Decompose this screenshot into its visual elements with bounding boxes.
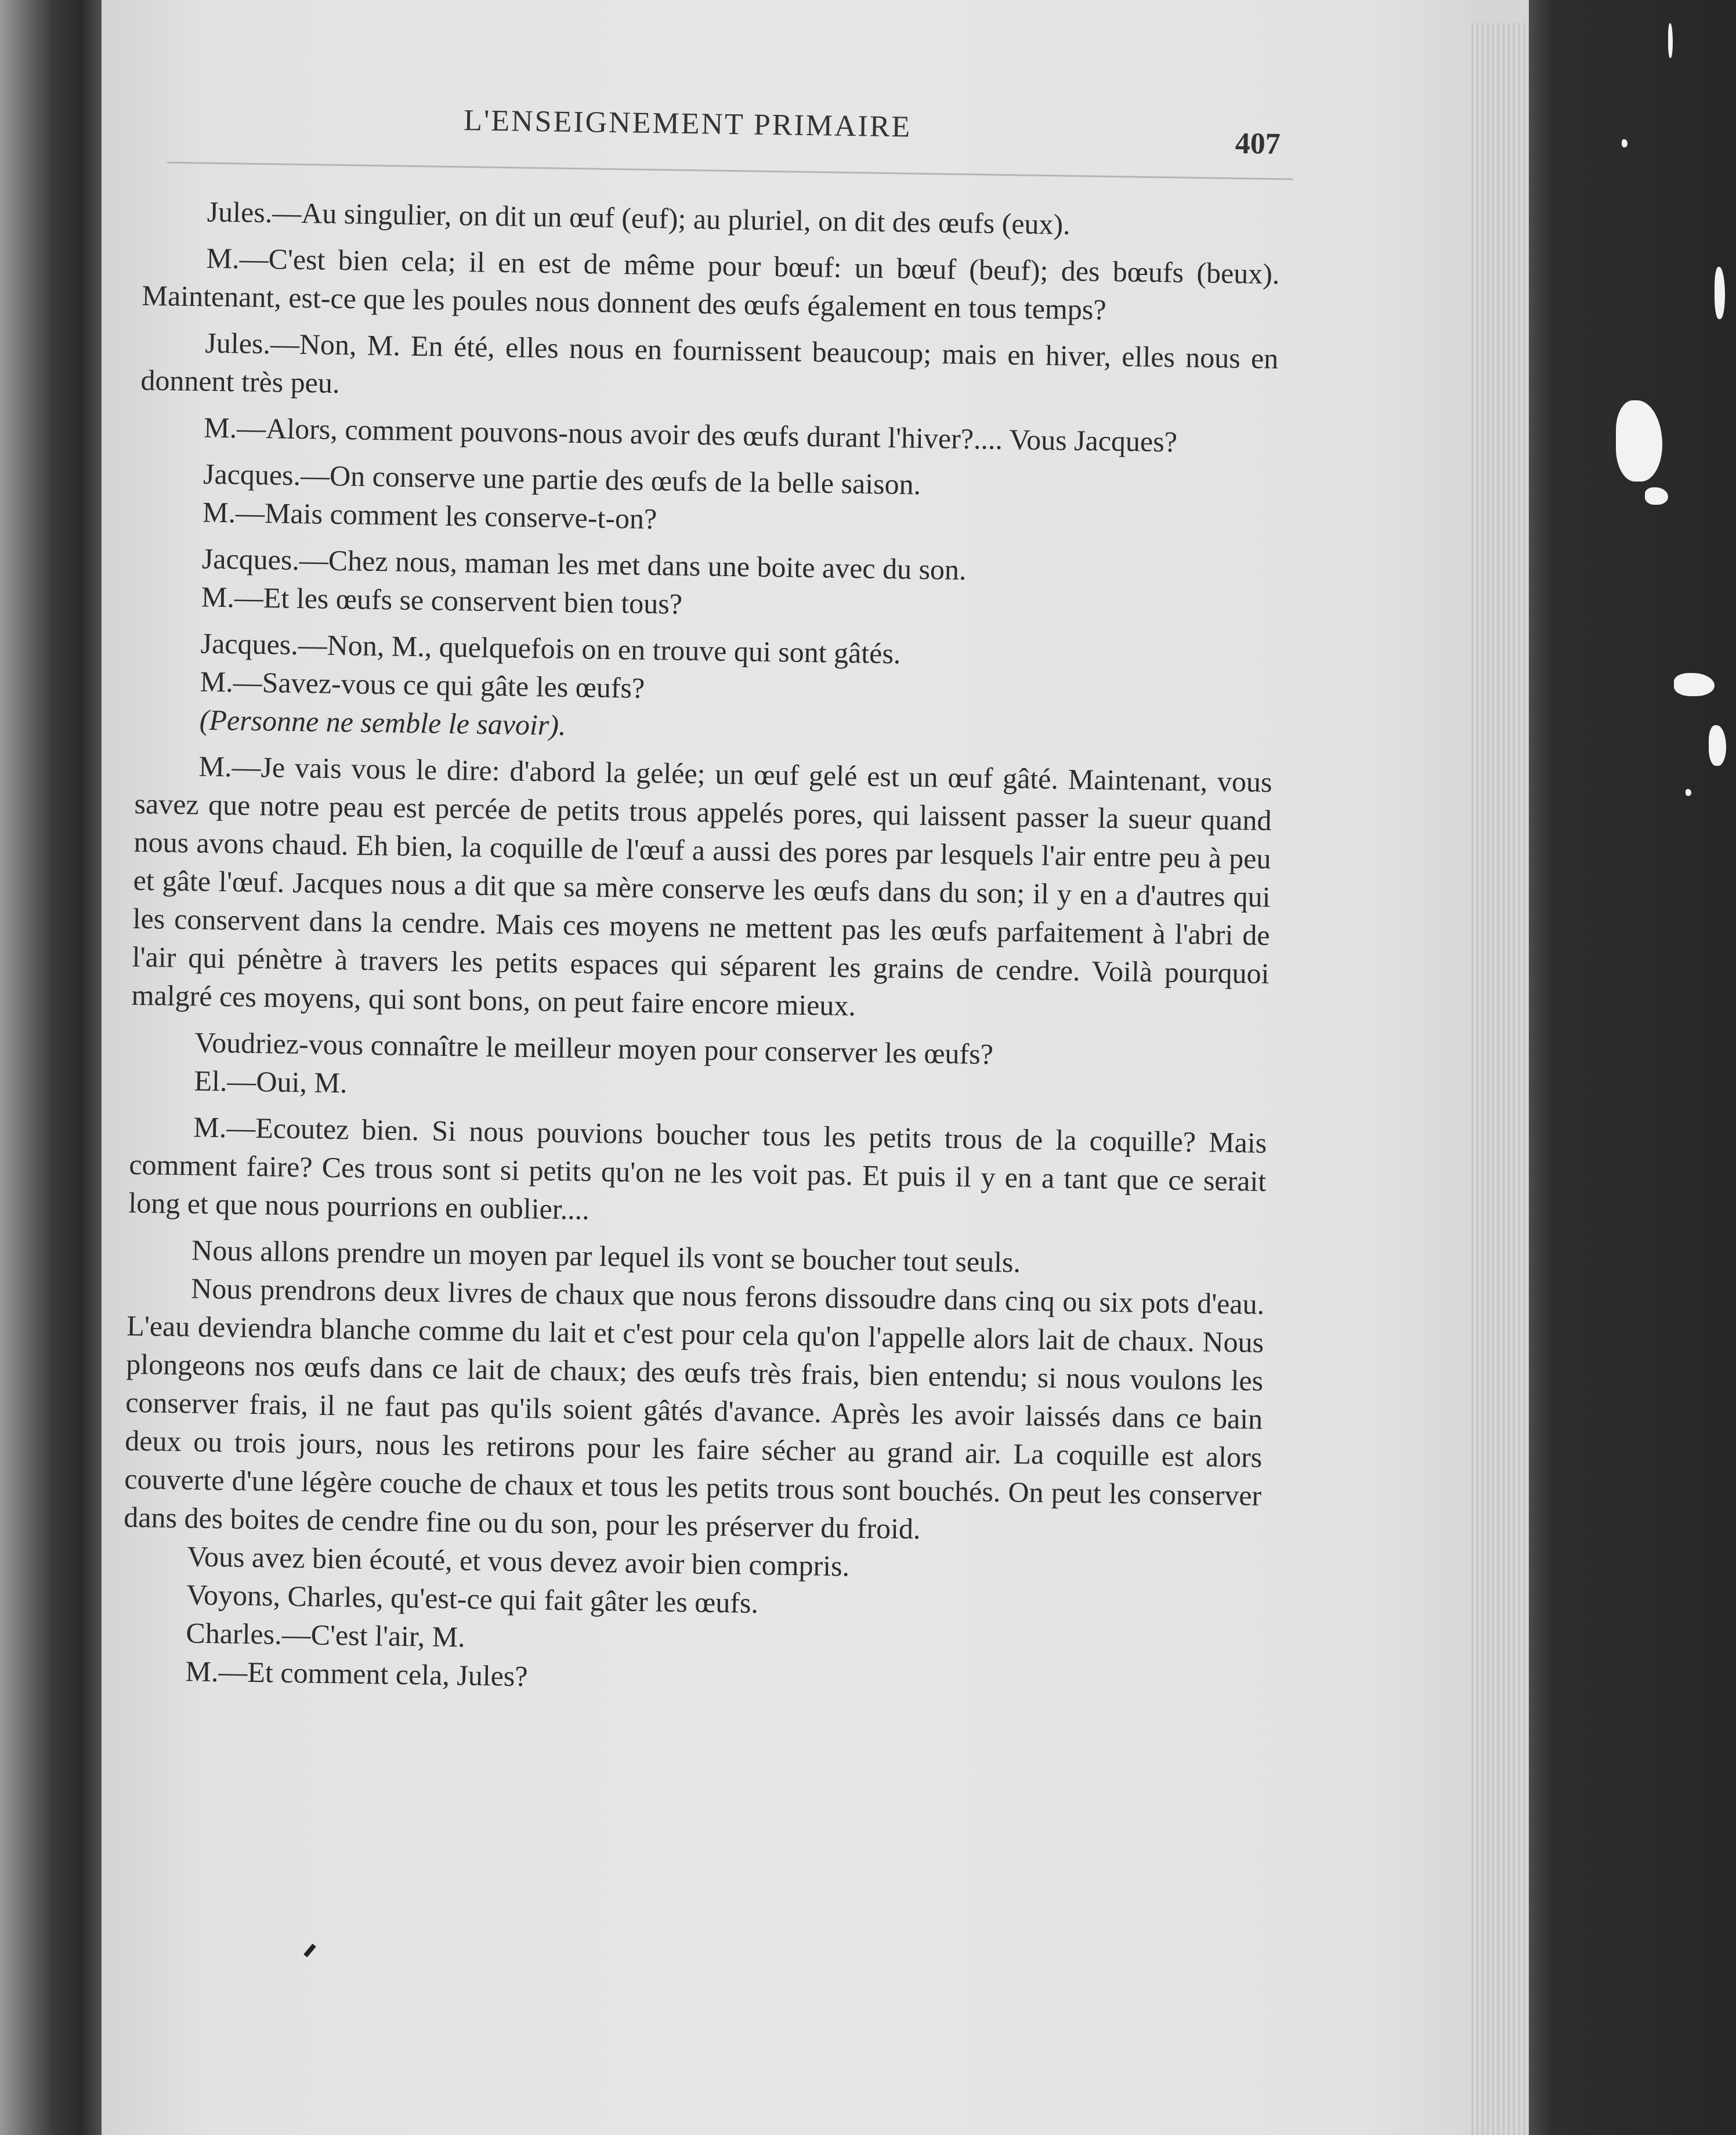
paragraph: Jules.—Au singulier, on dit un œuf (euf); au pluriel, on dit des œufs (eux). bbox=[207, 195, 1071, 241]
paragraph: (Personne ne semble le savoir). bbox=[199, 703, 566, 741]
dust-speck bbox=[1622, 139, 1628, 147]
paragraph: El.—Oui, M. bbox=[194, 1064, 348, 1099]
paragraph: M.—Savez-vous ce qui gâte les œufs? bbox=[200, 665, 645, 704]
paragraph: Vous avez bien écouté, et vous devez avoir bien compris. bbox=[187, 1540, 850, 1583]
page-content bbox=[121, 87, 1282, 1706]
paragraph: Jules.—Non, M. En été, elles nous en fournissent beaucoup; mais en hiver, elles nous en donnent très peu. bbox=[140, 326, 1279, 400]
dust-speck bbox=[1616, 400, 1662, 482]
dust-speck bbox=[1686, 789, 1691, 796]
paragraph: M.—Et les œufs se conservent bien tous? bbox=[201, 580, 683, 620]
paragraph: Jacques.—Chez nous, maman les met dans une boite avec du son. bbox=[201, 542, 967, 587]
paragraph: Jacques.—Non, M., quelquefois on en trouve qui sont gâtés. bbox=[200, 627, 901, 670]
dust-speck bbox=[1668, 23, 1673, 58]
dust-speck bbox=[1674, 673, 1715, 696]
running-title: L'ENSEIGNEMENT PRIMAIRE bbox=[463, 104, 912, 144]
paragraph: M.—Mais comment les conserve-t-on? bbox=[202, 495, 657, 535]
dust-speck bbox=[1715, 267, 1725, 319]
paragraph: Voyons, Charles, qu'est-ce qui fait gâter les œufs. bbox=[186, 1578, 759, 1619]
paragraph: Jacques.—On conserve une partie des œufs de la belle saison. bbox=[202, 457, 921, 501]
paragraph: M.—Je vais vous le dire: d'abord la gelée; un œuf gelé est un œuf gâté. Maintenant, vous savez que notre peau est percée de petits trous appelés pores, qui laissent passer la sueur quand nous avons chaud. Eh bien, la coquille de l'œuf a aussi des pores par lesquels l'air entre peu à peu et gâte l'œuf. Jacques nous a dit que sa mère conserve les œufs dans du son; il y en a d'autres qui les conservent dans la cendre. Mais ces moyens ne mettent pas les œufs parfaitement à l'abri de l'air qui pénètre à travers les petits espaces qui séparent les grains de cendre. Voilà pourquoi malgré ces moyens, qui sont bons, on peut faire encore mieux. bbox=[131, 750, 1272, 1022]
paragraph: Voudriez-vous connaître le meilleur moyen pour conserver les œufs? bbox=[194, 1026, 994, 1070]
body-text bbox=[121, 157, 1281, 1706]
paragraph: M.—Alors, comment pouvons-nous avoir des œufs durant l'hiver?.... Vous Jacques? bbox=[203, 411, 1178, 458]
right-background bbox=[1529, 0, 1736, 2135]
paragraph: Nous prendrons deux livres de chaux que nous ferons dissoudre dans cinq ou six pots d'eau. L'eau deviendra blanche comme du lait et c'est pour cela qu'on l'appelle alors lait de chaux. Nous plongeons nos œufs dans ce lait de chaux; des œufs très frais, bien entendu; si nous voulons les conserver frais, il ne faut pas qu'ils soient gâtés d'avance. Après les avoir laissés dans ce bain deux ou trois jours, nous les retirons pour les faire sécher au grand air. La coquille est alors couverte d'une légère couche de chaux et tous les petits trous sont bouchés. On peut les conserver dans des boites de cendre fine ou du son, pour les préserver du froid. bbox=[124, 1272, 1265, 1546]
page-edges bbox=[1471, 23, 1529, 2135]
paragraph: M.—Et comment cela, Jules? bbox=[185, 1655, 528, 1693]
paragraph: Nous allons prendre un moyen par lequel ils vont se boucher tout seuls. bbox=[191, 1233, 1021, 1279]
paragraph: M.—C'est bien cela; il en est de même pour bœuf: un bœuf (beuf); des bœufs (beux). Maintenant, est-ce que les poules nous donnent des œufs également en tous temps? bbox=[142, 241, 1280, 326]
dust-speck bbox=[1709, 725, 1726, 766]
paragraph: Charles.—C'est l'air, M. bbox=[186, 1616, 466, 1653]
left-page-shadow bbox=[0, 0, 102, 2135]
paragraph: M.—Ecoutez bien. Si nous pouvions boucher tous les petits trous de la coquille? Mais comment faire? Ces trous sont si petits qu'on ne les voit pas. Et puis il y en a tant que ce serait long et que nous pourrions en oublier.... bbox=[128, 1110, 1267, 1226]
dust-speck bbox=[1645, 487, 1668, 505]
page-number: 407 bbox=[1235, 126, 1281, 161]
